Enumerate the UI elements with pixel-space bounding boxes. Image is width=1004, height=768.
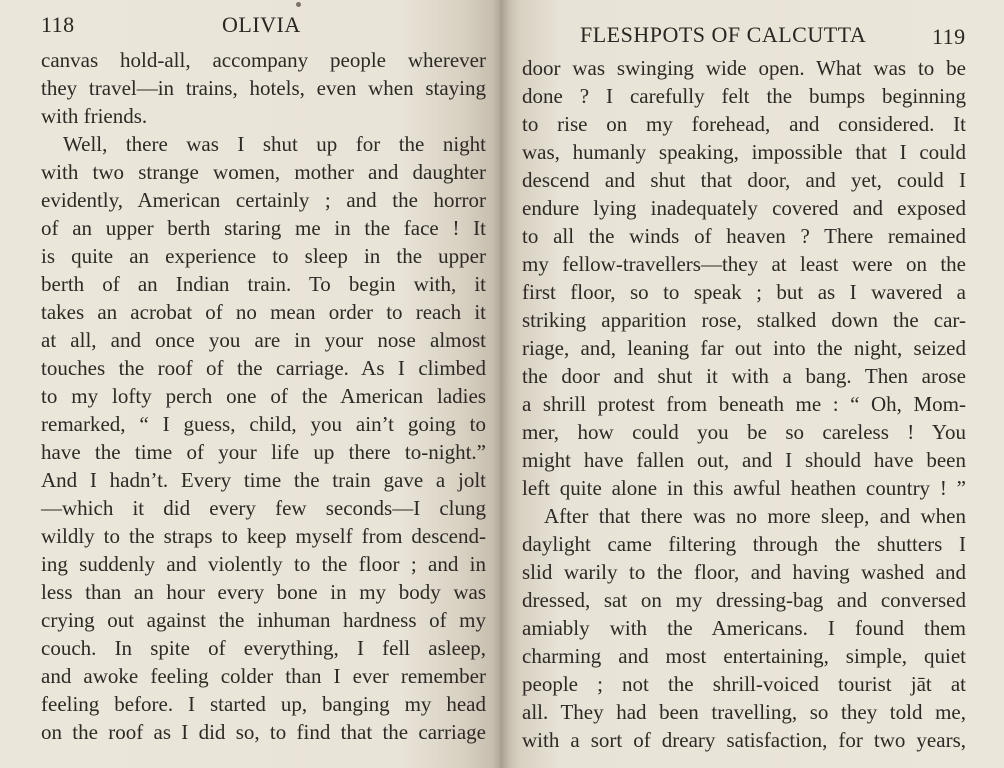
ink-dot <box>296 2 301 7</box>
text-line: charming and most entertaining, simple, quiet <box>522 644 966 668</box>
text-line: at all, and once you are in your nose almost <box>41 328 486 352</box>
right-page <box>500 0 1004 768</box>
text-line: have the time of your life up there to-night.” <box>41 440 486 464</box>
text-line: remarked, “ I guess, child, you ain’t going to <box>41 412 486 436</box>
text-line: mer, how could you be so careless ! You <box>522 420 966 444</box>
text-line: —which it did every few seconds—I clung <box>41 496 486 520</box>
text-line: couch. In spite of everything, I fell asleep, <box>41 636 486 660</box>
text-line: wildly to the straps to keep myself from descend- <box>41 524 486 548</box>
book-gutter <box>492 0 510 768</box>
text-line: crying out against the inhuman hardness of my <box>41 608 486 632</box>
right-page-text <box>522 54 966 754</box>
text-line: is quite an experience to sleep in the upper <box>41 244 486 268</box>
text-line: and awoke feeling colder than I ever remember <box>41 664 486 688</box>
text-line: my fellow-travellers—they at least were on the <box>522 252 966 276</box>
text-line: to rise on my forehead, and considered. It <box>522 112 966 136</box>
text-line: with friends. <box>41 104 148 128</box>
text-line: all. They had been travelling, so they told me, <box>522 700 966 724</box>
text-line: berth of an Indian train. To begin with, it <box>41 272 486 296</box>
text-line: left quite alone in this awful heathen country ! ” <box>522 476 966 500</box>
text-line: less than an hour every bone in my body was <box>41 580 486 604</box>
text-line: touches the roof of the carriage. As I climbed <box>41 356 486 380</box>
text-line: the door and shut it with a bang. Then arose <box>522 364 966 388</box>
text-line: with a sort of dreary satisfaction, for two years, <box>522 728 966 752</box>
text-line: a shrill protest from beneath me : “ Oh, Mom- <box>522 392 966 416</box>
text-line: they travel—in trains, hotels, even when staying <box>41 76 486 100</box>
text-line: canvas hold-all, accompany people wherever <box>41 48 486 72</box>
text-line: was, humanly speaking, impossible that I could <box>522 140 966 164</box>
text-line: to all the winds of heaven ? There remained <box>522 224 966 248</box>
text-line: slid warily to the floor, and having washed and <box>522 560 966 584</box>
right-running-head: FLESHPOTS OF CALCUTTA <box>580 22 867 47</box>
text-line: daylight came filtering through the shutters I <box>522 532 966 556</box>
text-line: might have fallen out, and I should have been <box>522 448 966 472</box>
left-page <box>0 0 500 768</box>
text-line: done ? I carefully felt the bumps beginning <box>522 84 966 108</box>
right-page-number: 119 <box>932 24 966 49</box>
text-line: with two strange women, mother and daughter <box>41 160 486 184</box>
left-running-head: OLIVIA <box>222 12 301 37</box>
left-page-number: 118 <box>41 12 75 37</box>
text-line: descend and shut that door, and yet, could I <box>522 168 966 192</box>
text-line: striking apparition rose, stalked down the car- <box>522 308 966 332</box>
text-line: people ; not the shrill-voiced tourist jāt at <box>522 672 966 696</box>
text-line: feeling before. I started up, banging my head <box>41 692 486 716</box>
text-line: takes an acrobat of no mean order to reach it <box>41 300 486 324</box>
text-line: dressed, sat on my dressing-bag and conversed <box>522 588 966 612</box>
text-line: After that there was no more sleep, and when <box>544 504 966 528</box>
text-line: And I hadn’t. Every time the train gave a jolt <box>41 468 486 492</box>
text-line: endure lying inadequately covered and exposed <box>522 196 966 220</box>
text-line: riage, and, leaning far out into the night, seized <box>522 336 966 360</box>
text-line: evidently, American certainly ; and the horror <box>41 188 486 212</box>
text-line: Well, there was I shut up for the night <box>63 132 486 156</box>
text-line: amiably with the Americans. I found them <box>522 616 966 640</box>
text-line: to my lofty perch one of the American ladies <box>41 384 486 408</box>
left-page-text <box>41 46 486 746</box>
text-line: of an upper berth staring me in the face ! It <box>41 216 486 240</box>
text-line: ing suddenly and violently to the floor ; and in <box>41 552 486 576</box>
text-line: on the roof as I did so, to find that the carriage <box>41 720 486 744</box>
text-line: door was swinging wide open. What was to be <box>522 56 966 80</box>
text-line: first floor, so to speak ; but as I wavered a <box>522 280 966 304</box>
